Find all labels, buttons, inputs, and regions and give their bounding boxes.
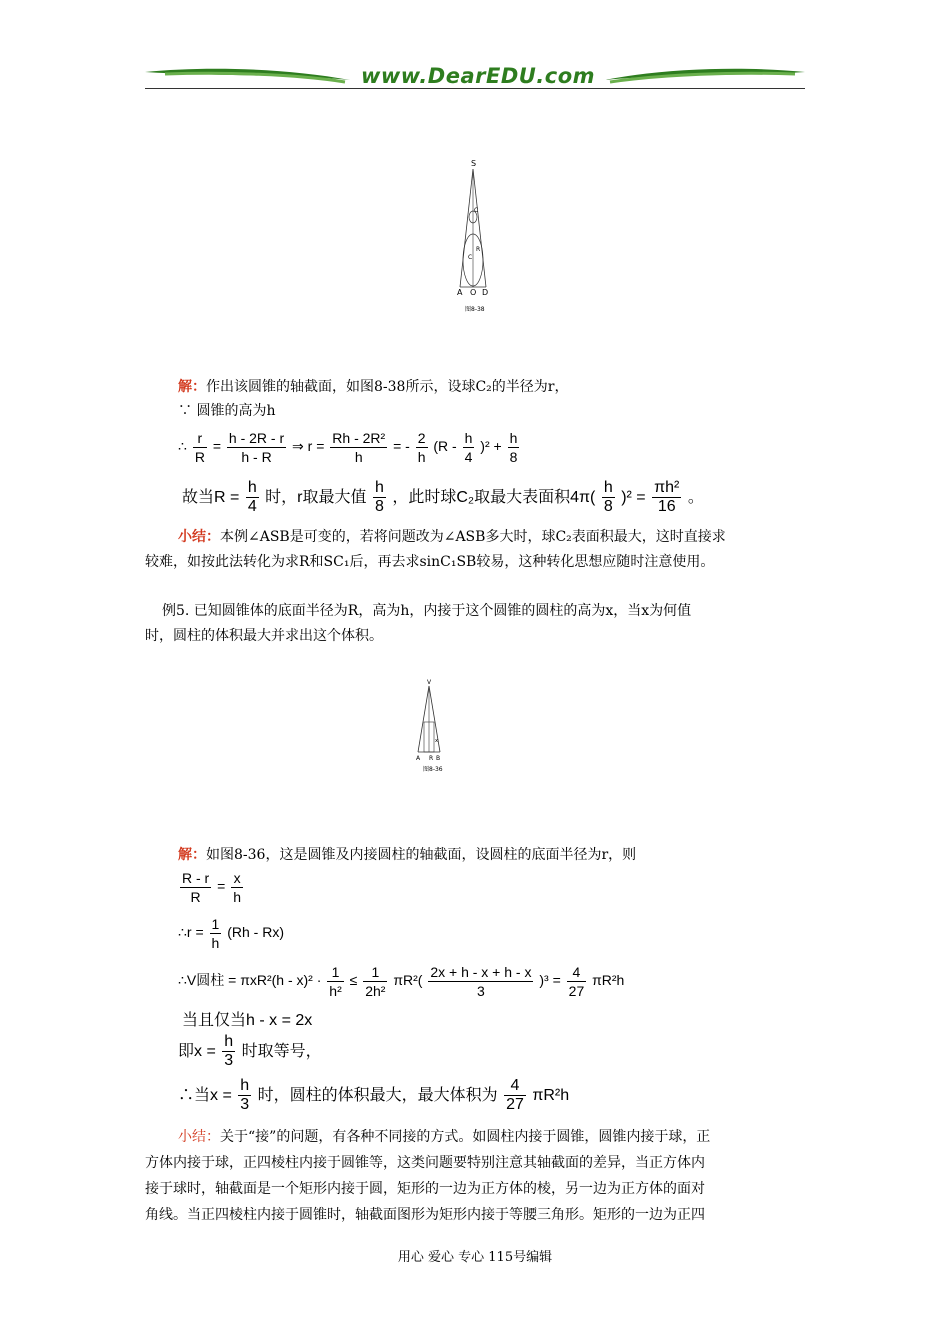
fig1-label-c1: C bbox=[474, 207, 479, 214]
solution2-eq1: $\frac{R - r}{R}$ = $\frac{x}{h}$ bbox=[182, 869, 241, 905]
summary2-line4: 角线。当正四棱柱内接于圆锥时，轴截面图形为矩形内接于等腰三角形。矩形的一边为正四 bbox=[145, 1207, 705, 1223]
example5-line1: 例5. 已知圆锥体的底面半径为R，高为h，内接于这个圆锥的圆柱的高为x，当x为何值 bbox=[162, 603, 692, 619]
header-rule bbox=[145, 88, 805, 89]
fig2-label-r: R bbox=[429, 755, 434, 762]
header-swoosh-right bbox=[605, 64, 805, 88]
solution2-eq5: 即x = $\frac{h}{3}$ 时取等号， bbox=[178, 1033, 322, 1070]
solution-label: 解： bbox=[178, 379, 206, 395]
fig1-label-r: R bbox=[476, 246, 481, 253]
fig2-label-v: V bbox=[427, 679, 432, 686]
example5-line2: 时，圆柱的体积最大并求出这个体积。 bbox=[145, 628, 383, 644]
solution2-line1: 解：如图8-36，这是圆锥及内接圆柱的轴截面，设圆柱的底面半径为r，则 bbox=[178, 847, 637, 863]
figure-cone-sphere bbox=[452, 155, 497, 320]
solution1-line1: 解：作出该圆锥的轴截面，如图8-38所示，设球C₂的半径为r， bbox=[178, 379, 569, 395]
solution2-eq4: 当且仅当h - x = 2x bbox=[182, 1012, 313, 1029]
page-footer: 用心 爱心 专心 115号编辑 bbox=[397, 1250, 553, 1265]
summary2-line2: 方体内接于球，正四棱柱内接于圆锥等，这类问题要特别注意其轴截面的差异，当正方体内 bbox=[145, 1155, 705, 1171]
fig2-label-b: B bbox=[436, 755, 441, 762]
header-brand[interactable]: www.DearEDU.com bbox=[360, 64, 596, 88]
solution1-equation: ∴ $\frac{r}{R}$ = $\frac{h - 2R - r}{h - R}$ ⇒ r = $\frac{\text{Rh - 2R²}}{h}$ = - $\frac{2}{h}$ (R - $\frac{h}{4}$ )² + $\frac{h}{8}$ bbox=[178, 429, 518, 465]
fig1-label-o: O bbox=[470, 288, 477, 297]
summary2-line3: 接于球时，轴截面是一个矩形内接于圆，矩形的一边为正方体的棱，另一边为正方体的面对 bbox=[145, 1181, 705, 1197]
fig2-label-x: x bbox=[435, 738, 438, 744]
solution2-eq3: ∴V圆柱 = πxR²(h - x)² · $\frac{1}{\text{h²}}$ ≤ $\frac{1}{\text{2h²}}$ πR²( $\frac{2x + h - x + h - x}{3}$ )³ = $\frac{4}{27}$ πR²h bbox=[178, 963, 625, 999]
summary2-label: 小结： bbox=[178, 1129, 220, 1145]
fig1-label-a: A bbox=[457, 288, 463, 297]
fig2-caption: 图8-36 bbox=[423, 766, 443, 773]
fig1-caption: 图8-38 bbox=[465, 306, 485, 313]
fig1-label-s: S bbox=[471, 159, 477, 168]
summary2-line1: 小结：关于“接”的问题，有各种不同接的方式。如圆柱内接于圆锥，圆锥内接于球，正 bbox=[178, 1129, 711, 1145]
solution2-label: 解： bbox=[178, 847, 206, 863]
summary1-line1: 小结：本例∠ASB是可变的，若将问题改为∠ASB多大时，球C₂表面积最大，这时直接求 bbox=[178, 529, 726, 545]
fig1-label-d: D bbox=[482, 288, 489, 297]
solution1-line2: ∵ 圆锥的高为h bbox=[178, 403, 276, 419]
solution1-conclusion: 故当R = $\frac{h}{4}$ 时，r取最大值 $\frac{h}{8}$ ，此时球C₂取最大表面积4π( $\frac{h}{8}$ )² = $\frac{\text{πh²}}{16}$ 。 bbox=[182, 479, 704, 516]
solution2-eq6: ∴当x = $\frac{h}{3}$ 时，圆柱的体积最大，最大体积为 $\frac{4}{27}$ πR²h bbox=[178, 1077, 570, 1114]
fig1-label-c2: C bbox=[468, 254, 473, 261]
fig2-label-a: A bbox=[416, 755, 421, 762]
header-swoosh-left bbox=[145, 64, 350, 88]
figure-cone-cylinder bbox=[413, 676, 449, 776]
solution2-eq2: ∴r = $\frac{1}{h}$ (Rh - Rx) bbox=[178, 915, 284, 951]
summary-label: 小结： bbox=[178, 529, 220, 545]
summary1-line2: 较难，如按此法转化为求R和SC₁后，再去求sinC₁SB较易，这种转化思想应随时注意使用。 bbox=[145, 554, 715, 570]
